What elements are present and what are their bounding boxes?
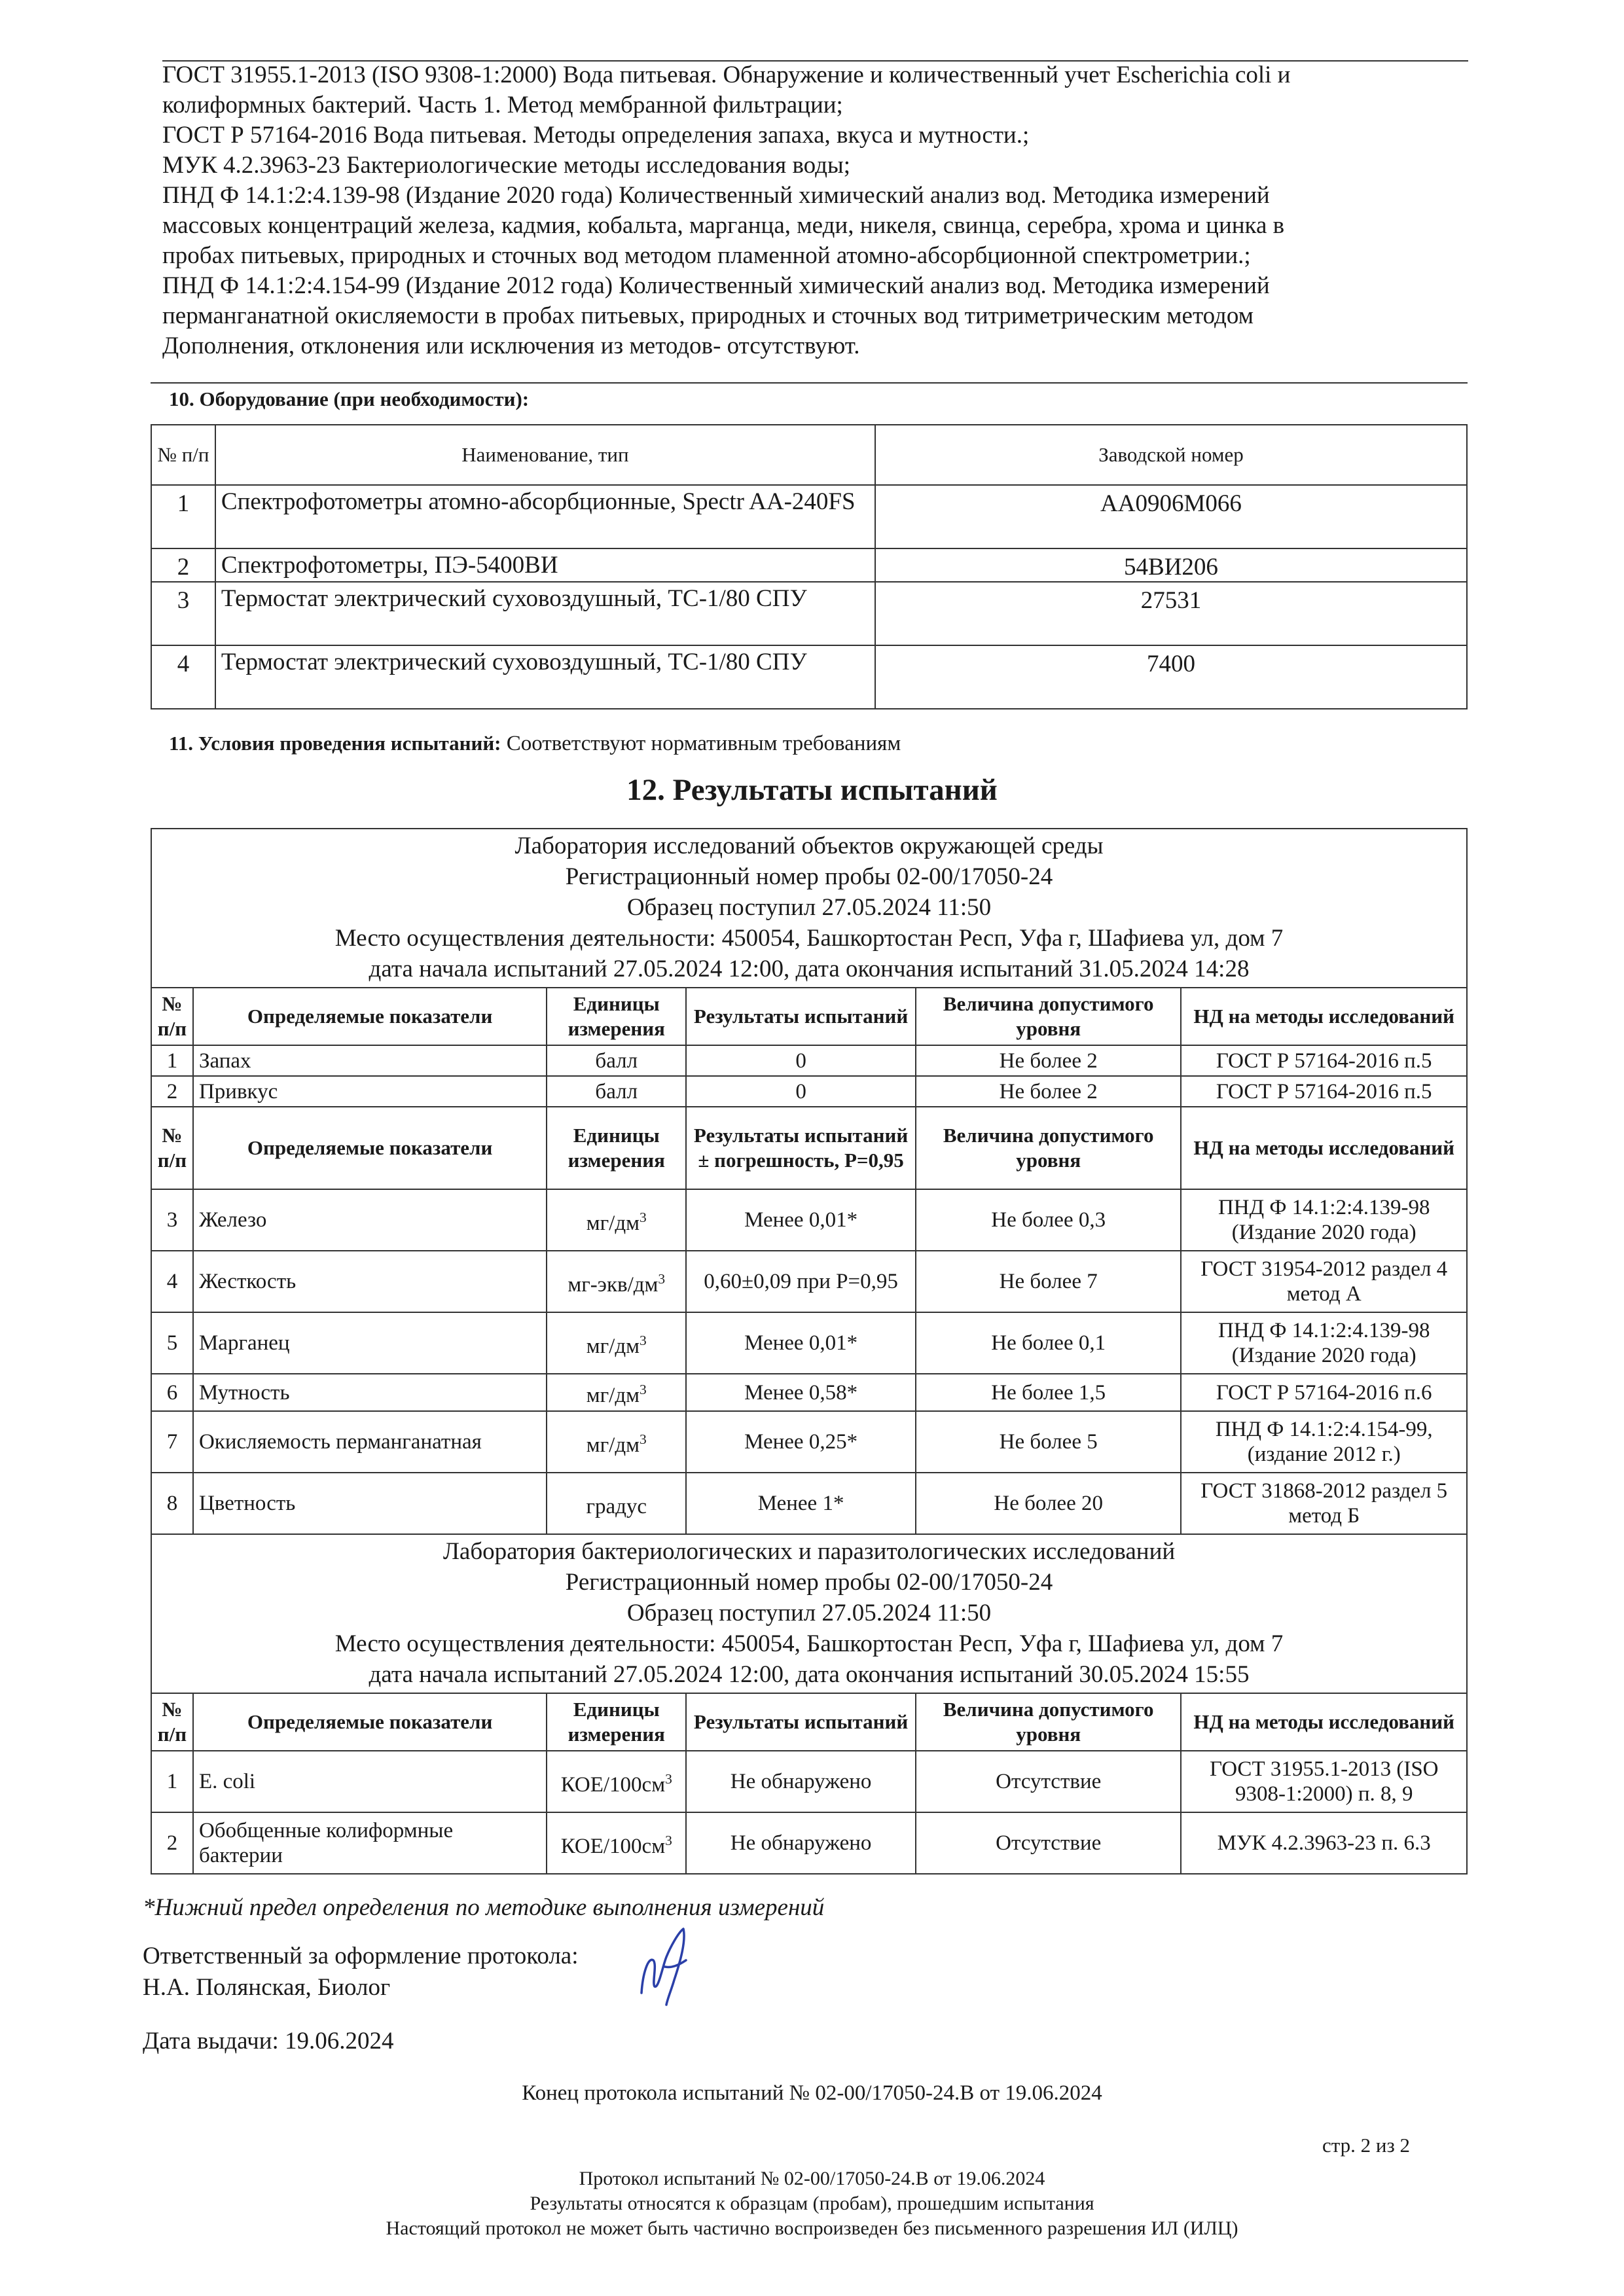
header-serial: Заводской номер (875, 425, 1467, 485)
row-nd: ПНД Ф 14.1:2:4.139-98 (Издание 2020 года) (1181, 1189, 1467, 1251)
methods-line: пробах питьевых, природных и сточных вод методом пламенной атомно-абсорбционной спектрометрии.; (162, 242, 1251, 269)
row-unit (547, 1251, 686, 1312)
methods-line: ПНД Ф 14.1:2:4.139-98 (Издание 2020 года) Количественный химический анализ вод. Методика измерений (162, 182, 1270, 209)
table-row (151, 1312, 1467, 1374)
lab1-reg-number: Регистрационный номер пробы 02-00/17050-24 (565, 863, 1053, 890)
conditions-value: Соответствуют нормативным требованиям (506, 732, 901, 755)
equipment-row (151, 548, 1467, 582)
conditions-label: 11. Условия проведения испытаний: (169, 732, 501, 755)
equipment-num: 1 (151, 485, 215, 548)
header-nd: НД на методы исследований (1181, 1107, 1467, 1189)
row-param: Обобщенные колиформные бактерии (193, 1812, 547, 1874)
footer-line: Результаты относятся к образцам (пробам), прошедшим испытания (530, 2193, 1094, 2214)
row-unit (547, 1312, 686, 1374)
unit-text: мг-экв/дм (568, 1272, 659, 1297)
row-param: Запах (193, 1045, 547, 1076)
lab2-reg-number: Регистрационный номер пробы 02-00/17050-24 (565, 1569, 1053, 1596)
table-row (151, 1189, 1467, 1251)
table-row (151, 1374, 1467, 1411)
unit-sup: 3 (665, 1832, 672, 1848)
equipment-num: 4 (151, 645, 215, 709)
equipment-name: Спектрофотометры атомно-абсорбционные, Spectr AA-240FS (215, 485, 875, 548)
row-param: Цветность (193, 1473, 547, 1534)
row-num: 6 (151, 1374, 193, 1411)
header-param: Определяемые показатели (193, 988, 547, 1045)
lab1-header-row (151, 988, 1467, 1045)
methods-list (162, 60, 1465, 361)
row-result: 0 (686, 1076, 916, 1107)
row-result: Менее 0,25* (686, 1411, 916, 1473)
row-nd: ГОСТ Р 57164-2016 п.6 (1181, 1374, 1467, 1411)
equipment-header-row (151, 425, 1467, 485)
responsible-block (143, 1941, 579, 2003)
equipment-name: Спектрофотометры, ПЭ-5400ВИ (215, 548, 875, 582)
responsible-name: Н.А. Полянская, Биолог (143, 1974, 391, 2001)
row-result: 0 (686, 1045, 916, 1076)
header-param: Определяемые показатели (193, 1693, 547, 1751)
row-nd: ПНД Ф 14.1:2:4.154-99, (издание 2012 г.) (1181, 1411, 1467, 1473)
methods-line: ПНД Ф 14.1:2:4.154-99 (Издание 2012 года) Количественный химический анализ вод. Методика измерений (162, 272, 1270, 299)
table-row (151, 1751, 1467, 1812)
methods-line: Дополнения, отклонения или исключения из методов- отсутствуют. (162, 332, 860, 359)
issue-date: Дата выдачи: 19.06.2024 (143, 2028, 394, 2054)
row-nd: ПНД Ф 14.1:2:4.139-98 (Издание 2020 года) (1181, 1312, 1467, 1374)
header-result: Результаты испытаний ± погрешность, Р=0,95 (686, 1107, 916, 1189)
footer-line: Настоящий протокол не может быть частично воспроизведен без письменного разрешения ИЛ (ИЛЦ) (386, 2217, 1238, 2239)
unit-text: мг/дм (586, 1334, 640, 1358)
row-limit: Отсутствие (916, 1812, 1182, 1874)
row-nd: ГОСТ 31955.1-2013 (ISO 9308-1:2000) п. 8, 9 (1181, 1751, 1467, 1812)
methods-bottom-rule (151, 382, 1468, 384)
unit-text: мг/дм (586, 1384, 640, 1407)
row-num: 5 (151, 1312, 193, 1374)
header-result: Результаты испытаний (686, 988, 916, 1045)
header-limit: Величина допустимого уровня (916, 988, 1182, 1045)
row-nd: ГОСТ 31868-2012 раздел 5 метод Б (1181, 1473, 1467, 1534)
results-table (151, 828, 1468, 1874)
header-num: № п/п (151, 1693, 193, 1751)
row-unit (547, 1751, 686, 1812)
table-row (151, 1812, 1467, 1874)
row-limit: Не более 2 (916, 1045, 1182, 1076)
header-limit: Величина допустимого уровня (916, 1107, 1182, 1189)
equipment-name: Термостат электрический суховоздушный, ТС-1/80 СПУ (215, 582, 875, 645)
unit-text: КОЕ/100см (560, 1834, 666, 1858)
methods-line: МУК 4.2.3963-23 Бактериологические методы исследования воды; (162, 152, 851, 179)
lab1-info (151, 829, 1467, 988)
row-nd: ГОСТ Р 57164-2016 п.5 (1181, 1076, 1467, 1107)
methods-line: массовых концентраций железа, кадмия, кобальта, марганца, меди, никеля, свинца, серебра, хрома и цинка в (162, 212, 1285, 239)
row-unit (547, 1473, 686, 1534)
header-num: № п/п (151, 425, 215, 485)
row-nd: ГОСТ Р 57164-2016 п.5 (1181, 1045, 1467, 1076)
row-param: Привкус (193, 1076, 547, 1107)
row-param: Железо (193, 1189, 547, 1251)
row-limit: Не более 20 (916, 1473, 1182, 1534)
row-param: Марганец (193, 1312, 547, 1374)
table-row (151, 1076, 1467, 1107)
lab1-header-row-2 (151, 1107, 1467, 1189)
lab2-header-row (151, 1693, 1467, 1751)
row-nd: МУК 4.2.3963-23 п. 6.3 (1181, 1812, 1467, 1874)
header-unit: Единицы измерения (547, 988, 686, 1045)
lab2-location: Место осуществления деятельности: 450054, Башкортостан Респ, Уфа г, Шафиева ул, дом 7 (334, 1630, 1284, 1657)
row-limit: Не более 0,1 (916, 1312, 1182, 1374)
lab1-received: Образец поступил 27.05.2024 11:50 (626, 894, 992, 921)
table-row (151, 1473, 1467, 1534)
results-title: 12. Результаты испытаний (626, 773, 998, 807)
unit-text: КОЕ/100см (560, 1772, 666, 1797)
row-param: Жесткость (193, 1251, 547, 1312)
equipment-title: 10. Оборудование (при необходимости): (169, 387, 530, 410)
equipment-serial: 27531 (875, 582, 1467, 645)
row-param: Мутность (193, 1374, 547, 1411)
row-result: Не обнаружено (686, 1812, 916, 1874)
row-nd: ГОСТ 31954-2012 раздел 4 метод А (1181, 1251, 1467, 1312)
lab2-info (151, 1534, 1467, 1693)
row-num: 1 (151, 1751, 193, 1812)
row-limit: Не более 7 (916, 1251, 1182, 1312)
unit-text: мг/дм (586, 1433, 640, 1457)
row-num: 8 (151, 1473, 193, 1534)
table-row (151, 1251, 1467, 1312)
equipment-serial: 7400 (875, 645, 1467, 709)
row-unit (547, 1411, 686, 1473)
row-result: Менее 0,58* (686, 1374, 916, 1411)
page-footer (0, 2166, 1624, 2241)
equipment-serial: 54ВИ206 (875, 548, 1467, 582)
header-unit: Единицы измерения (547, 1693, 686, 1751)
header-param: Определяемые показатели (193, 1107, 547, 1189)
row-limit: Не более 5 (916, 1411, 1182, 1473)
methods-line: ГОСТ Р 57164-2016 Вода питьевая. Методы определения запаха, вкуса и мутности.; (162, 122, 1030, 149)
equipment-row (151, 645, 1467, 709)
conditions (169, 732, 901, 756)
row-num: 1 (151, 1045, 193, 1076)
row-param: Окисляемость перманганатная (193, 1411, 547, 1473)
row-unit: балл (547, 1045, 686, 1076)
row-unit: балл (547, 1076, 686, 1107)
page-number: стр. 2 из 2 (1322, 2134, 1411, 2157)
lab1-name: Лаборатория исследований объектов окружающей среды (514, 833, 1104, 859)
row-unit (547, 1189, 686, 1251)
equipment-row (151, 485, 1467, 548)
header-nd: НД на методы исследований (1181, 1693, 1467, 1751)
unit-sup: 3 (640, 1332, 647, 1348)
unit-sup: 3 (665, 1770, 672, 1787)
lab2-dates: дата начала испытаний 27.05.2024 12:00, дата окончания испытаний 30.05.2024 15:55 (369, 1661, 1250, 1688)
responsible-label: Ответственный за оформление протокола: (143, 1943, 579, 1969)
lab1-dates: дата начала испытаний 27.05.2024 12:00, дата окончания испытаний 31.05.2024 14:28 (369, 956, 1250, 982)
unit-text: мг/дм (586, 1211, 640, 1235)
unit-sup: 3 (640, 1382, 647, 1397)
row-result: Менее 0,01* (686, 1189, 916, 1251)
footer-line: Протокол испытаний № 02-00/17050-24.В от 19.06.2024 (579, 2168, 1045, 2189)
lab2-received: Образец поступил 27.05.2024 11:50 (626, 1600, 992, 1626)
methods-line: перманганатной окисляемости в пробах питьевых, природных и сточных вод титриметрическим методом (162, 302, 1254, 329)
header-limit: Величина допустимого уровня (916, 1693, 1182, 1751)
unit-sup: 3 (640, 1209, 647, 1225)
header-num: № п/п (151, 988, 193, 1045)
header-num: № п/п (151, 1107, 193, 1189)
header-result: Результаты испытаний (686, 1693, 916, 1751)
equipment-row (151, 582, 1467, 645)
equipment-num: 2 (151, 548, 215, 582)
equipment-name: Термостат электрический суховоздушный, ТС-1/80 СПУ (215, 645, 875, 709)
methods-line: колиформных бактерий. Часть 1. Метод мембранной фильтрации; (162, 92, 843, 118)
equipment-table (151, 424, 1468, 709)
lab2-info-row (151, 1534, 1467, 1693)
equipment-serial: AA0906M066 (875, 485, 1467, 548)
row-unit (547, 1374, 686, 1411)
unit-sup: 3 (640, 1431, 647, 1447)
row-result: Менее 0,01* (686, 1312, 916, 1374)
row-num: 2 (151, 1076, 193, 1107)
lab2-name: Лаборатория бактериологических и паразитологических исследований (442, 1538, 1176, 1565)
lab1-info-row (151, 829, 1467, 988)
row-num: 7 (151, 1411, 193, 1473)
row-num: 4 (151, 1251, 193, 1312)
lab1-location: Место осуществления деятельности: 450054, Башкортостан Респ, Уфа г, Шафиева ул, дом 7 (334, 925, 1284, 952)
table-row (151, 1411, 1467, 1473)
row-limit: Не более 1,5 (916, 1374, 1182, 1411)
row-limit: Не более 2 (916, 1076, 1182, 1107)
header-unit: Единицы измерения (547, 1107, 686, 1189)
row-limit: Отсутствие (916, 1751, 1182, 1812)
row-limit: Не более 0,3 (916, 1189, 1182, 1251)
equipment-num: 3 (151, 582, 215, 645)
methods-line: ГОСТ 31955.1-2013 (ISO 9308-1:2000) Вода питьевая. Обнаружение и количественный учет Escherichia coli и (162, 62, 1291, 88)
signature-icon (628, 1921, 707, 2019)
row-result: Менее 1* (686, 1473, 916, 1534)
row-unit (547, 1812, 686, 1874)
footnote: *Нижний предел определения по методике выполнения измерений (143, 1894, 825, 1921)
unit-text: градус (586, 1494, 647, 1518)
row-num: 3 (151, 1189, 193, 1251)
header-nd: НД на методы исследований (1181, 988, 1467, 1045)
table-row (151, 1045, 1467, 1076)
row-param: E. coli (193, 1751, 547, 1812)
end-note: Конец протокола испытаний № 02-00/17050-24.В от 19.06.2024 (522, 2081, 1102, 2105)
row-result: Не обнаружено (686, 1751, 916, 1812)
row-result: 0,60±0,09 при Р=0,95 (686, 1251, 916, 1312)
unit-sup: 3 (658, 1270, 666, 1287)
row-num: 2 (151, 1812, 193, 1874)
header-name: Наименование, тип (215, 425, 875, 485)
